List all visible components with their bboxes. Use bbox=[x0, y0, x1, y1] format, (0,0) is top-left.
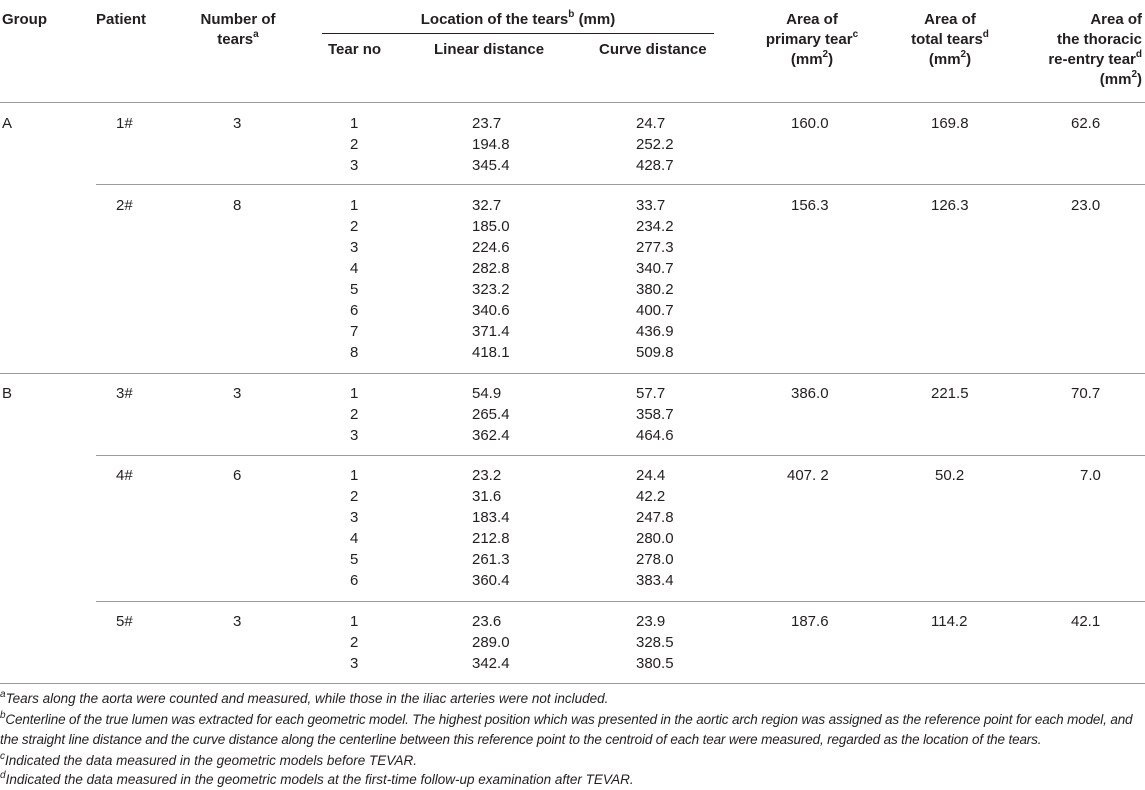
footnote-b: $^b$Centerline of the true lumen was extracted for each geometric model. The highest position which was presented in the aortic arch region was assigned as the reference point for each model, and the straight line distance and the curve distance along the centerline between this reference point to the centroid of each tear were measured, regarded as the location of the tears. bbox=[0, 709, 1133, 747]
area-total-cell: 50.2 bbox=[935, 467, 965, 484]
patient-cell: 4# bbox=[116, 467, 133, 484]
header-tear-no: Tear no bbox=[328, 41, 382, 58]
header-curve-distance: Curve distance bbox=[599, 41, 707, 58]
num-tears-cell: 3 bbox=[233, 115, 242, 132]
patient-cell: 3# bbox=[116, 385, 133, 402]
curve-distance-cell: 33.7 234.2 277.3 340.7 380.2 400.7 436.9 509.8 bbox=[636, 197, 674, 361]
row-divider bbox=[96, 455, 1145, 456]
header-bottom-rule bbox=[0, 102, 1145, 103]
curve-distance-cell: 57.7 358.7 464.6 bbox=[636, 385, 674, 444]
header-area-reentry-tear: Area of the thoracic re-entry tear$^d$ $(mm^2)$ bbox=[1048, 11, 1142, 88]
patient-cell: 5# bbox=[116, 613, 133, 630]
tear-no-cell: 1 2 3 4 5 6 bbox=[350, 467, 359, 589]
area-total-cell: 221.5 bbox=[931, 385, 969, 402]
header-location-rule bbox=[322, 33, 714, 34]
linear-distance-cell: 54.9 265.4 362.4 bbox=[472, 385, 510, 444]
area-total-cell: 126.3 bbox=[931, 197, 969, 214]
area-reentry-cell: 42.1 bbox=[1071, 613, 1101, 630]
curve-distance-cell: 23.9 328.5 380.5 bbox=[636, 613, 674, 672]
group-divider bbox=[0, 373, 1145, 374]
header-patient: Patient bbox=[96, 11, 147, 28]
area-primary-cell: 156.3 bbox=[791, 197, 829, 214]
header-group: Group bbox=[2, 11, 47, 28]
tear-no-cell: 1 2 3 bbox=[350, 385, 359, 444]
header-area-total-tears: Area of total tears$^d$ $(mm^2)$ bbox=[911, 11, 989, 68]
area-primary-cell: 407. 2 bbox=[787, 467, 829, 484]
area-total-cell: 114.2 bbox=[931, 613, 968, 630]
patient-cell: 2# bbox=[116, 197, 133, 214]
area-reentry-cell: 7.0 bbox=[1080, 467, 1101, 484]
linear-distance-cell: 23.6 289.0 342.4 bbox=[472, 613, 510, 672]
patient-cell: 1# bbox=[116, 115, 133, 132]
area-primary-cell: 187.6 bbox=[791, 613, 829, 630]
tear-no-cell: 1 2 3 bbox=[350, 613, 359, 672]
num-tears-cell: 8 bbox=[233, 197, 242, 214]
table-bottom-rule bbox=[0, 683, 1145, 684]
row-divider bbox=[96, 601, 1145, 602]
area-total-cell: 169.8 bbox=[931, 115, 969, 132]
num-tears-cell: 6 bbox=[233, 467, 242, 484]
num-tears-cell: 3 bbox=[233, 385, 242, 402]
footnote-c: $^c$Indicated the data measured in the geometric models before TEVAR. bbox=[0, 750, 417, 768]
footnote-a: $^a$Tears along the aorta were counted and measured, while those in the iliac arteries were not included. bbox=[0, 688, 609, 706]
area-reentry-cell: 70.7 bbox=[1071, 385, 1101, 402]
row-divider bbox=[96, 184, 1145, 185]
tear-no-cell: 1 2 3 4 5 6 7 8 bbox=[350, 197, 359, 361]
header-location-of-tears: Location of the tears$^b$ (mm) bbox=[420, 9, 616, 28]
area-reentry-cell: 23.0 bbox=[1071, 197, 1101, 214]
footnote-d: $^d$Indicated the data measured in the geometric models at the first-time follow-up examination after TEVAR. bbox=[0, 769, 634, 787]
group-cell: B bbox=[2, 385, 13, 402]
header-area-primary-tear: Area of primary tear$^c$ $(mm^2)$ bbox=[765, 11, 859, 68]
linear-distance-cell: 23.2 31.6 183.4 212.8 261.3 360.4 bbox=[472, 467, 510, 589]
tear-no-cell: 1 2 3 bbox=[350, 115, 359, 174]
curve-distance-cell: 24.4 42.2 247.8 280.0 278.0 383.4 bbox=[636, 467, 674, 589]
linear-distance-cell: 32.7 185.0 224.6 282.8 323.2 340.6 371.4 418.1 bbox=[472, 197, 510, 361]
area-primary-cell: 386.0 bbox=[791, 385, 829, 402]
num-tears-cell: 3 bbox=[233, 613, 242, 630]
area-primary-cell: 160.0 bbox=[791, 115, 829, 132]
area-reentry-cell: 62.6 bbox=[1071, 115, 1101, 132]
curve-distance-cell: 24.7 252.2 428.7 bbox=[636, 115, 674, 174]
header-number-of-tears: Number of tears$^a$ bbox=[200, 11, 276, 48]
group-cell: A bbox=[2, 115, 13, 132]
header-linear-distance: Linear distance bbox=[434, 41, 545, 58]
linear-distance-cell: 23.7 194.8 345.4 bbox=[472, 115, 510, 174]
